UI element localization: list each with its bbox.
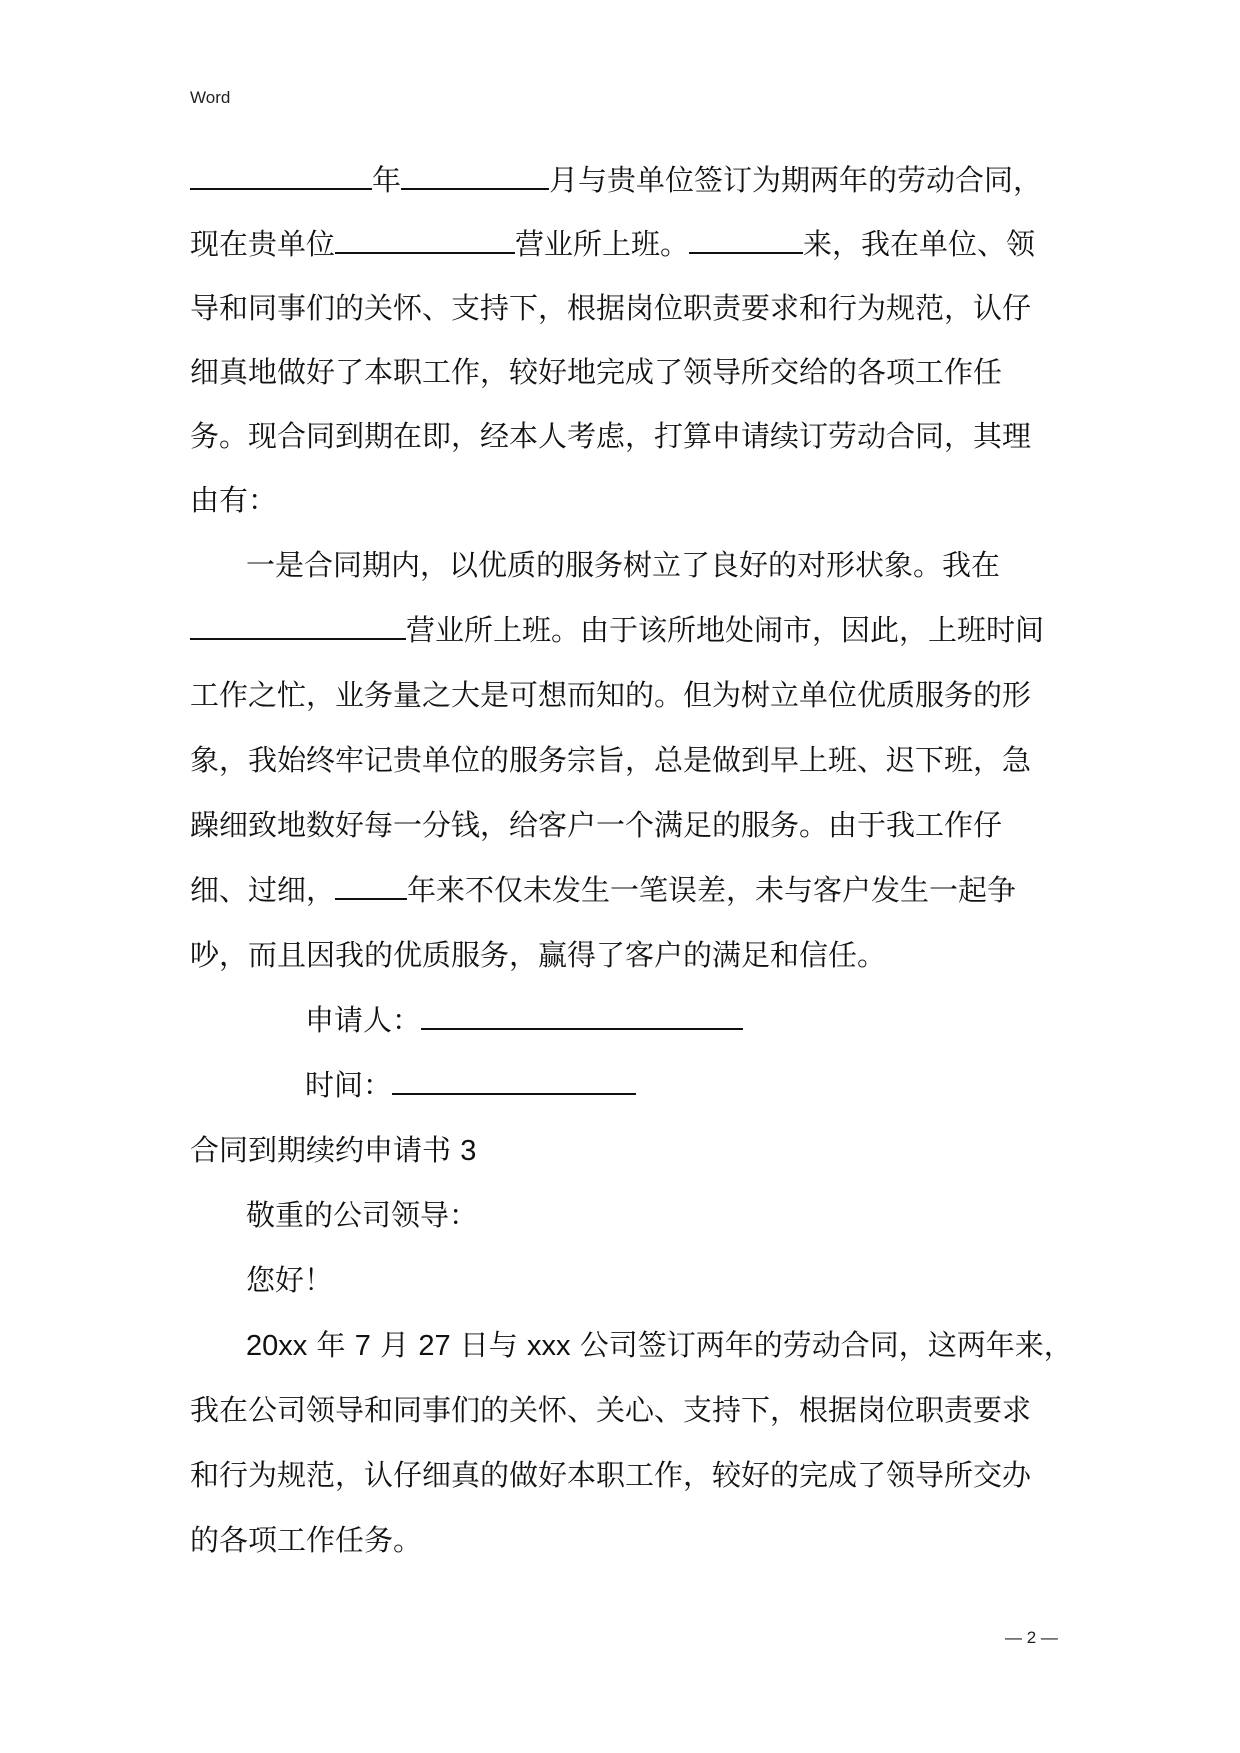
para1-line-4: 细真地做好了本职工作，较好地完成了领导所交给的各项工作任 [190,355,1003,389]
blank-duration[interactable] [689,224,803,254]
header-label: Word [190,88,231,107]
applicant-blank[interactable] [421,1000,743,1030]
para2-line-7: 吵，而且因我的优质服务，赢得了客户的满足和信任。 [190,938,887,972]
blank-branch[interactable] [335,224,515,254]
applicant-line: 申请人： [305,1000,743,1040]
para2-line-2: 营业所上班。由于该所地处闹市，因此，上班时间 [190,610,1044,650]
blank-years[interactable] [335,870,407,900]
para2-line-3: 工作之忙，业务量之大是可想而知的。但为树立单位优质服务的形 [190,678,1032,712]
para1-line-5: 务。现合同到期在即，经本人考虑，打算申请续订劳动合同，其理 [190,419,1032,453]
section3-line-4: 的各项工作任务。 [190,1523,423,1557]
section3-line-2: 我在公司领导和同事们的关怀、关心、支持下，根据岗位职责要求 [190,1393,1032,1427]
para2-line-6: 细、过细， 年来不仅未发生一笔误差，未与客户发生一起争 [190,870,1016,910]
para2-line-4: 象，我始终牢记贵单位的服务宗旨，总是做到早上班、迟下班，急 [190,743,1032,777]
salutation: 敬重的公司领导： [246,1198,479,1232]
section3-line-3: 和行为规范，认仔细真的做好本职工作，较好的完成了领导所交办 [190,1458,1032,1492]
para1-line-1: 年 月与贵单位签订为期两年的劳动合同， [190,160,1042,200]
section-title: 合同到期续约申请书 3 [190,1133,477,1167]
blank-branch-2[interactable] [190,610,406,640]
para2-line-5: 躁细致地数好每一分钱，给客户一个满足的服务。由于我工作仔 [190,808,1003,842]
para1-line-3: 导和同事们的关怀、支持下，根据岗位职责要求和行为规范，认仔 [190,291,1032,325]
page-number: — 2 — [1005,1628,1058,1647]
section3-line-1: 20xx 年 7 月 27 日与 xxx 公司签订两年的劳动合同，这两年来， [246,1328,1073,1362]
para1-line-2: 现在贵单位 营业所上班。 来，我在单位、领 [190,224,1035,264]
para2-line-1: 一是合同期内，以优质的服务树立了良好的对形状象。我在 [246,548,1001,582]
blank-month[interactable] [401,160,549,190]
para1-line-6: 由有： [190,483,278,517]
blank-year[interactable] [190,160,372,190]
time-blank[interactable] [392,1065,636,1095]
time-line: 时间： [305,1065,636,1105]
greeting: 您好！ [246,1263,334,1297]
